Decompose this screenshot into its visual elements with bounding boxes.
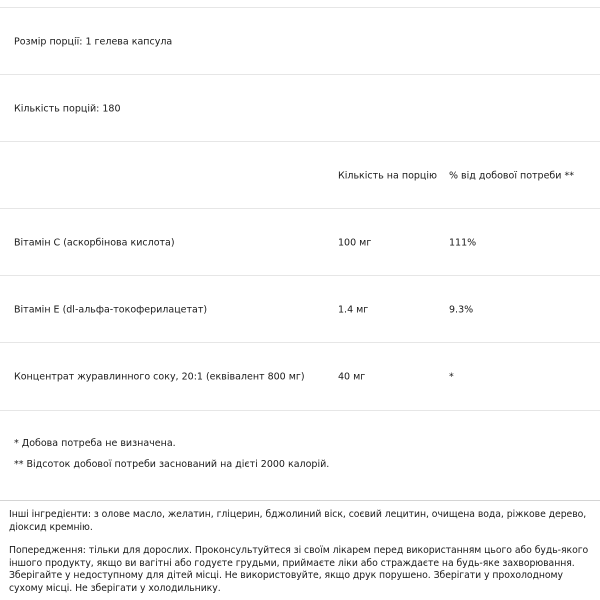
nutrient-amount: 100 мг [338, 237, 372, 248]
nutrient-daily-value: * [449, 371, 454, 382]
warning-text: Попередження: тільки для дорослих. Проконсультуйтеся зі своїм лікарем перед використанням цього або будь-якого іншого продукту, якщо ви вагітні або годуєте грудьми, приймаєте ліки або страждаєте на будь-яке захворювання. Зберігайте у недоступному для дітей місці. Не використовуйте, якщо друк порушено. Зберігати у прохолодному сухому місці. Не зберігати у холодильнику. [9, 545, 589, 594]
serving-size-row [0, 7, 600, 75]
nutrient-amount: 1.4 мг [338, 304, 369, 315]
servings-count-text: Кількість порцій: 180 [14, 103, 121, 114]
nutrient-daily-value: 111% [449, 237, 477, 248]
other-ingredients: Інші інгредієнти: з олове масло, желатин, гліцерин, бджолиний віск, соєвий лецитин, очищена вода, ріжкове дерево, діоксид кремнію. [9, 509, 587, 533]
nutrient-name: Концентрат журавлинного соку, 20:1 (еквівалент 800 мг) [14, 371, 305, 382]
footnote-not-established: * Добова потреба не визначена. [14, 438, 176, 449]
header-daily-value: % від добової потреби ** [449, 170, 574, 181]
table-header-row [0, 141, 600, 209]
footnotes [14, 438, 584, 480]
table-row [0, 342, 600, 411]
table-row [0, 275, 600, 343]
header-amount: Кількість на порцію [338, 170, 438, 181]
table-row [0, 208, 600, 276]
serving-size-text: Розмір порції: 1 гелева капсула [14, 36, 173, 47]
footnote-daily-value-basis: ** Відсоток добової потреби заснований на дієті 2000 калорій. [14, 459, 330, 470]
nutrient-amount: 40 мг [338, 371, 366, 382]
nutrient-daily-value: 9.3% [449, 304, 474, 315]
nutrient-name: Вітамін Е (dl-альфа-токоферилацетат) [14, 304, 208, 315]
servings-count-row [0, 74, 600, 142]
nutrient-name: Вітамін С (аскорбінова кислота) [14, 237, 175, 248]
section-divider [0, 500, 600, 501]
